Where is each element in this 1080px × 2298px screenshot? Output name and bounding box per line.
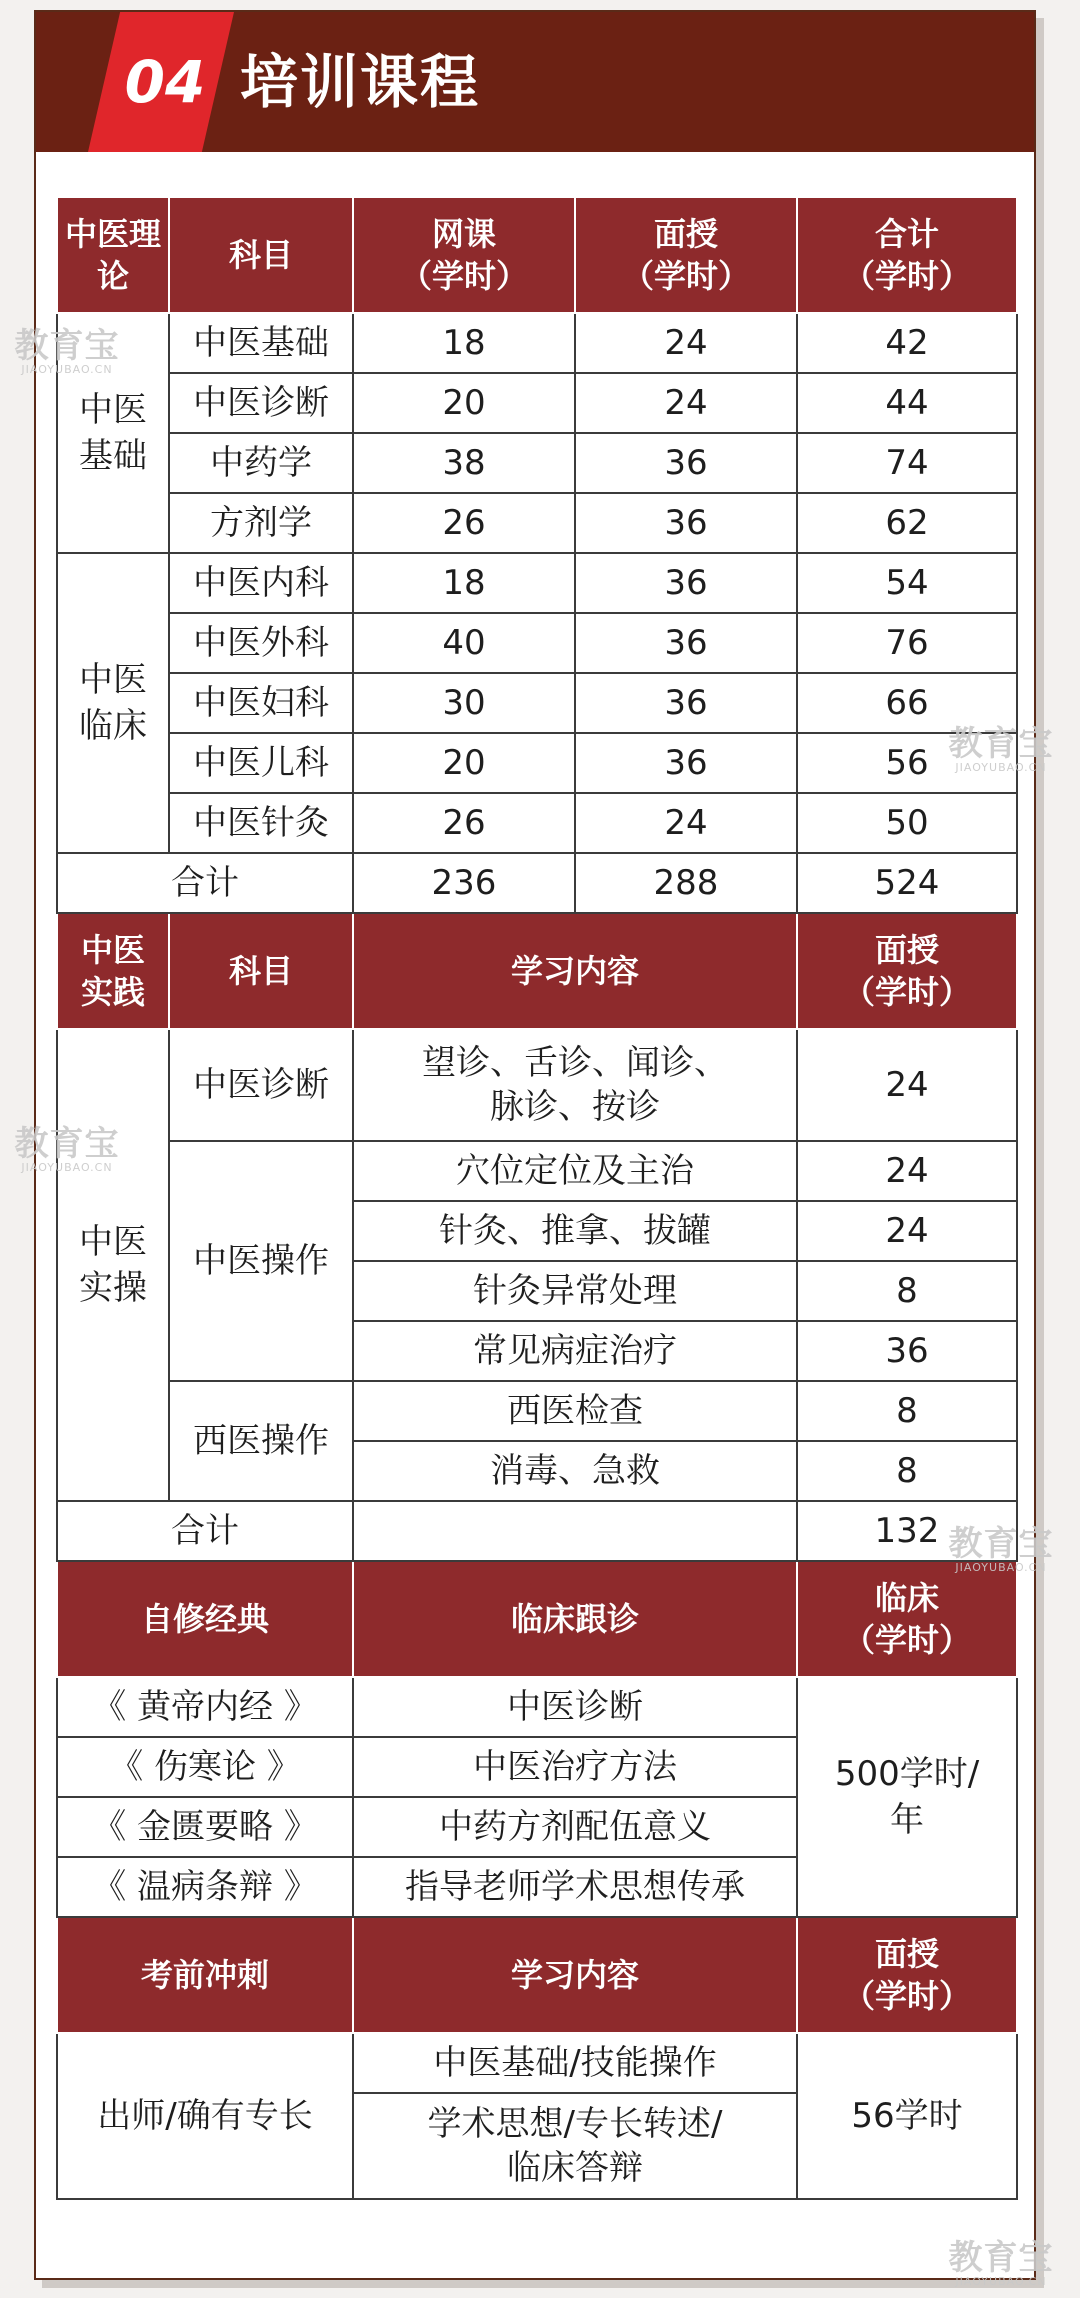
section-banner (36, 12, 1034, 152)
practice-hours: 8 (797, 1441, 1017, 1501)
practice-total-hours: 132 (797, 1501, 1017, 1561)
table-row (57, 433, 1017, 493)
practice-content: 望诊、舌诊、闻诊、 脉诊、按诊 (353, 1029, 797, 1141)
subject-cell: 中医妇科 (169, 673, 353, 733)
table-row (57, 673, 1017, 733)
section-title: 培训课程 (240, 48, 481, 116)
inperson-hours: 36 (575, 493, 797, 553)
practice-content: 常见病症治疗 (353, 1321, 797, 1381)
subject-cell: 中药学 (169, 433, 353, 493)
classic-book: 《 金匮要略 》 (57, 1797, 353, 1857)
total-label: 合计 (57, 853, 353, 913)
classic-book: 《 伤寒论 》 (57, 1737, 353, 1797)
inperson-hours: 24 (575, 793, 797, 853)
sprint-header-label: 考前冲刺 (57, 1917, 353, 2033)
classics-header-row (57, 1561, 1017, 1677)
sprint-content: 学术思想/专长转述/ 临床答辩 (353, 2093, 797, 2199)
practice-hours: 24 (797, 1029, 1017, 1141)
inperson-hours: 36 (575, 613, 797, 673)
watermark-logo: 教育宝 JIAOYUBAO.CN (948, 1524, 1054, 1574)
total-hours: 62 (797, 493, 1017, 553)
total-hours: 74 (797, 433, 1017, 493)
subject-cell: 中医基础 (169, 313, 353, 373)
total-hours: 44 (797, 373, 1017, 433)
total-all: 524 (797, 853, 1017, 913)
practice-header-hours: 面授 （学时） (797, 913, 1017, 1029)
theory-total-row (57, 853, 1017, 913)
total-inperson: 288 (575, 853, 797, 913)
practice-header-subject: 科目 (169, 913, 353, 1029)
subject-cell: 中医儿科 (169, 733, 353, 793)
watermark-logo: 教育宝 JIAOYUBAO.CN (14, 1124, 120, 1174)
table-row (57, 613, 1017, 673)
clinic-item: 中药方剂配伍意义 (353, 1797, 797, 1857)
practice-content: 穴位定位及主治 (353, 1141, 797, 1201)
total-hours: 56 (797, 733, 1017, 793)
online-hours: 20 (353, 733, 575, 793)
inperson-hours: 36 (575, 433, 797, 493)
practice-content: 西医检查 (353, 1381, 797, 1441)
sprint-header-content: 学习内容 (353, 1917, 797, 2033)
theory-header-row (57, 197, 1017, 313)
theory-header-online: 网课 （学时） (353, 197, 575, 313)
table-row (57, 1029, 1017, 1141)
table-row (57, 793, 1017, 853)
watermark-logo: 教育宝 JIAOYUBAO.CN (948, 724, 1054, 774)
subject-cell: 方剂学 (169, 493, 353, 553)
inperson-hours: 36 (575, 733, 797, 793)
practice-hours: 36 (797, 1321, 1017, 1381)
clinic-item: 中医治疗方法 (353, 1737, 797, 1797)
clinic-item: 指导老师学术思想传承 (353, 1857, 797, 1917)
subject-cell: 中医针灸 (169, 793, 353, 853)
online-hours: 18 (353, 553, 575, 613)
online-hours: 20 (353, 373, 575, 433)
practice-total-label: 合计 (57, 1501, 353, 1561)
theory-header-inperson: 面授 （学时） (575, 197, 797, 313)
theory-header-total: 合计 （学时） (797, 197, 1017, 313)
practice-subject: 中医诊断 (169, 1029, 353, 1141)
watermark-logo: 教育宝 JIAOYUBAO.CN (14, 326, 120, 376)
subject-cell: 中医诊断 (169, 373, 353, 433)
practice-header-row (57, 913, 1017, 1029)
total-hours: 76 (797, 613, 1017, 673)
practice-hours: 8 (797, 1381, 1017, 1441)
total-hours: 66 (797, 673, 1017, 733)
course-table (56, 196, 1018, 2200)
table-row (57, 1141, 1017, 1201)
practice-content: 消毒、急救 (353, 1441, 797, 1501)
total-online: 236 (353, 853, 575, 913)
classic-book: 《 黄帝内经 》 (57, 1677, 353, 1737)
online-hours: 38 (353, 433, 575, 493)
theory-header-subject: 科目 (169, 197, 353, 313)
table-row (57, 733, 1017, 793)
classics-hours: 500学时/ 年 (797, 1677, 1017, 1917)
classic-book: 《 温病条辩 》 (57, 1857, 353, 1917)
theory-header-category: 中医理论 (57, 197, 169, 313)
practice-header-category: 中医 实践 (57, 913, 169, 1029)
online-hours: 40 (353, 613, 575, 673)
practice-content: 针灸、推拿、拔罐 (353, 1201, 797, 1261)
classics-header-clinic: 临床跟诊 (353, 1561, 797, 1677)
sprint-hours: 56学时 (797, 2033, 1017, 2199)
course-card (34, 10, 1036, 2280)
inperson-hours: 36 (575, 673, 797, 733)
practice-hours: 8 (797, 1261, 1017, 1321)
online-hours: 18 (353, 313, 575, 373)
watermark-logo: 教育宝 JIAOYUBAO.CN (948, 2238, 1054, 2288)
group-label: 中医 基础 (57, 313, 169, 553)
group-label: 中医 临床 (57, 553, 169, 853)
classics-header-books: 自修经典 (57, 1561, 353, 1677)
total-hours: 54 (797, 553, 1017, 613)
inperson-hours: 24 (575, 313, 797, 373)
sprint-header-row (57, 1917, 1017, 2033)
table-row (57, 373, 1017, 433)
clinic-item: 中医诊断 (353, 1677, 797, 1737)
online-hours: 30 (353, 673, 575, 733)
online-hours: 26 (353, 793, 575, 853)
total-hours: 50 (797, 793, 1017, 853)
total-hours: 42 (797, 313, 1017, 373)
table-row (57, 2033, 1017, 2093)
subject-cell: 中医外科 (169, 613, 353, 673)
table-row (57, 1677, 1017, 1737)
table-row (57, 313, 1017, 373)
practice-header-content: 学习内容 (353, 913, 797, 1029)
practice-subject: 中医操作 (169, 1141, 353, 1381)
inperson-hours: 36 (575, 553, 797, 613)
practice-hours: 24 (797, 1141, 1017, 1201)
online-hours: 26 (353, 493, 575, 553)
sprint-label: 出师/确有专长 (57, 2033, 353, 2199)
practice-total-row (57, 1501, 1017, 1561)
subject-cell: 中医内科 (169, 553, 353, 613)
table-row (57, 493, 1017, 553)
sprint-content: 中医基础/技能操作 (353, 2033, 797, 2093)
practice-hours: 24 (797, 1201, 1017, 1261)
practice-total-empty (353, 1501, 797, 1561)
table-row (57, 553, 1017, 613)
practice-subject: 西医操作 (169, 1381, 353, 1501)
practice-content: 针灸异常处理 (353, 1261, 797, 1321)
section-number: 04 (124, 48, 206, 116)
practice-group-label: 中医 实操 (57, 1029, 169, 1501)
inperson-hours: 24 (575, 373, 797, 433)
sprint-header-hours: 面授 （学时） (797, 1917, 1017, 2033)
classics-header-hours: 临床 （学时） (797, 1561, 1017, 1677)
table-row (57, 1381, 1017, 1441)
